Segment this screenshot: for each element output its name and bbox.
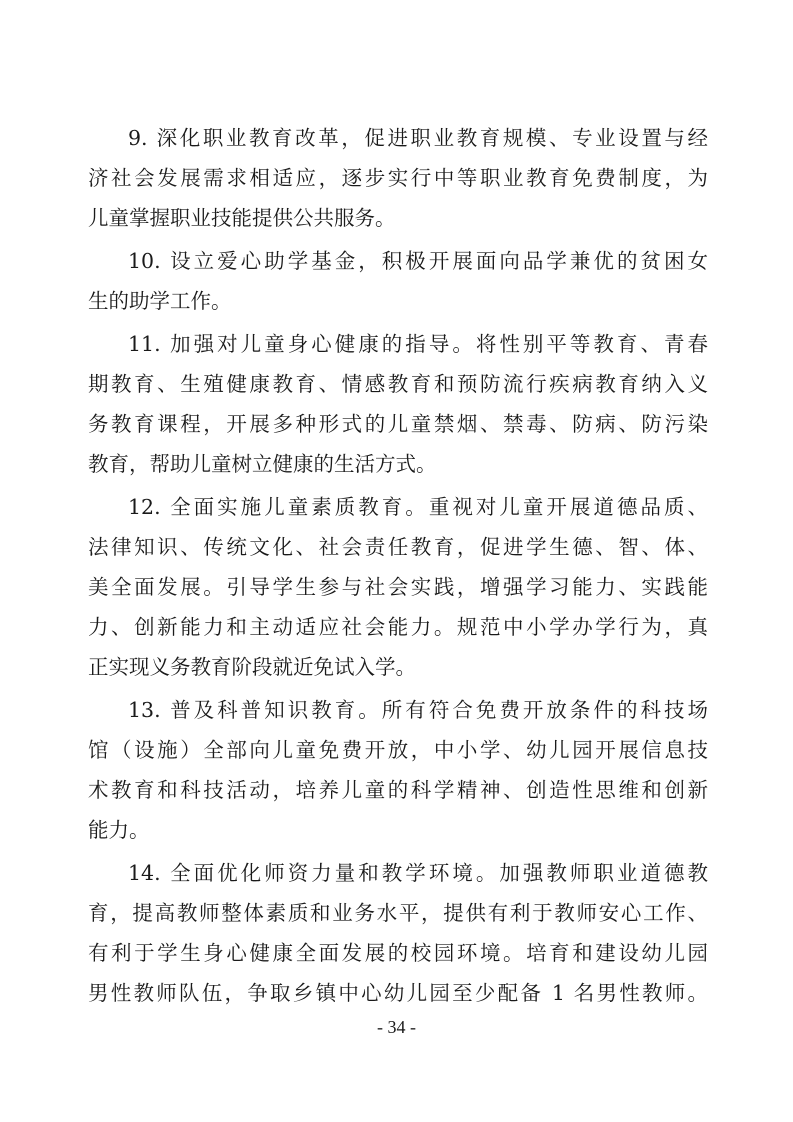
item-13-line-1: 13. 普及科普知识教育。所有符合免费开放条件的科技场 <box>128 698 708 722</box>
item-14-line-3: 有利于学生身心健康全面发展的校园环境。培育和建设幼儿园 <box>88 941 708 965</box>
item-12-line-3: 美全面发展。引导学生参与社会实践，增强学习能力、实践能 <box>88 575 708 599</box>
item-13-line-4: 能力。 <box>88 818 150 842</box>
item-9-line-2: 济社会发展需求相适应，逐步实行中等职业教育免费制度，为 <box>88 166 708 190</box>
item-12-line-1: 12. 全面实施儿童素质教育。重视对儿童开展道德品质、 <box>128 495 708 519</box>
item-12-line-2: 法律知识、传统文化、社会责任教育，促进学生德、智、体、 <box>88 535 708 559</box>
page-number: - 34 - <box>377 1017 416 1037</box>
item-13-line-2: 馆（设施）全部向儿童免费开放，中小学、幼儿园开展信息技 <box>88 738 708 762</box>
item-14-line-2: 育，提高教师整体素质和业务水平，提供有利于教师安心工作、 <box>88 901 708 925</box>
item-9-line-3: 儿童掌握职业技能提供公共服务。 <box>88 206 396 230</box>
item-11-line-4: 教育，帮助儿童树立健康的生活方式。 <box>88 452 437 476</box>
item-11-line-1: 11. 加强对儿童身心健康的指导。将性别平等教育、青春 <box>128 332 708 356</box>
item-14-line-1: 14. 全面优化师资力量和教学环境。加强教师职业道德教 <box>128 861 708 885</box>
item-12-line-5: 正实现义务教育阶段就近免试入学。 <box>88 655 416 679</box>
item-10-line-2: 生的助学工作。 <box>88 289 232 313</box>
item-12-line-4: 力、创新能力和主动适应社会能力。规范中小学办学行为，真 <box>88 615 708 639</box>
item-13-line-3: 术教育和科技活动，培养儿童的科学精神、创造性思维和创新 <box>88 778 708 802</box>
item-11-line-3: 务教育课程，开展多种形式的儿童禁烟、禁毒、防病、防污染 <box>88 412 708 436</box>
item-9-line-1: 9. 深化职业教育改革，促进职业教育规模、专业设置与经 <box>128 126 708 150</box>
item-10-line-1: 10. 设立爱心助学基金，积极开展面向品学兼优的贫困女 <box>128 249 708 273</box>
item-14-line-4: 男性教师队伍，争取乡镇中心幼儿园至少配备 1 名男性教师。 <box>88 981 708 1005</box>
item-11-line-2: 期教育、生殖健康教育、情感教育和预防流行疾病教育纳入义 <box>88 372 708 396</box>
